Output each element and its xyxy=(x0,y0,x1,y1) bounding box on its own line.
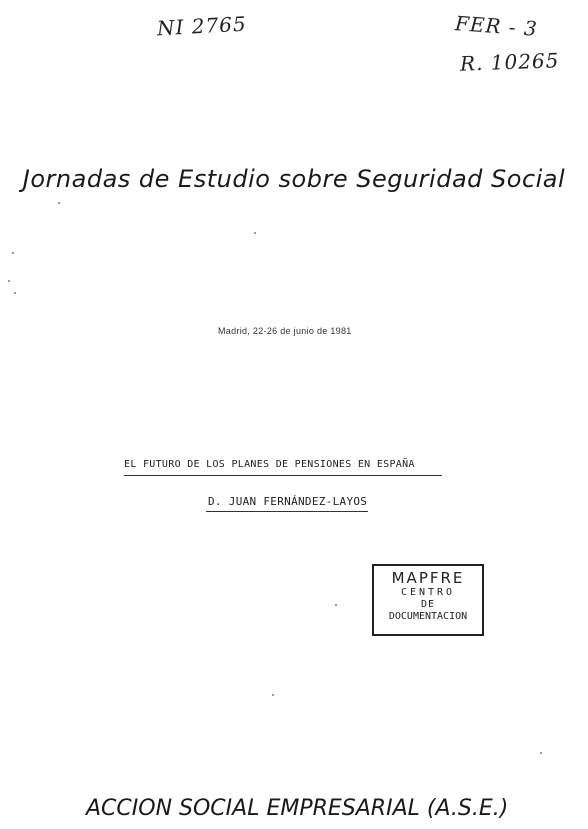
scan-speck xyxy=(58,202,60,204)
document-title: Jornadas de Estudio sobre Seguridad Social xyxy=(22,165,566,193)
lecture-title-underline xyxy=(124,475,442,476)
publisher-footer: ACCION SOCIAL EMPRESARIAL (A.S.E.) xyxy=(86,796,509,821)
event-date-location: Madrid, 22-26 de junio de 1981 xyxy=(218,326,352,336)
stamp-line-de: DE xyxy=(420,599,436,610)
stamp-line-documentacion: DOCUMENTACION xyxy=(388,611,468,622)
handwritten-reference-number: NI 2765 xyxy=(156,11,248,41)
lecture-author: D. JUAN FERNÁNDEZ-LAYOS xyxy=(208,495,368,508)
stamp-line-centro: CENTRO xyxy=(400,587,456,598)
scan-speck xyxy=(335,604,337,606)
handwritten-registry-number: R. 10265 xyxy=(459,48,560,76)
scan-speck xyxy=(540,752,542,754)
scan-speck xyxy=(272,694,274,696)
scan-speck xyxy=(14,292,16,294)
handwritten-shelf-code: FER - 3 xyxy=(454,11,539,41)
author-underline xyxy=(206,511,368,512)
library-stamp xyxy=(372,564,484,636)
scan-speck xyxy=(254,232,256,234)
scan-speck xyxy=(12,252,14,254)
stamp-line-brand: MAPFRE xyxy=(391,569,465,587)
lecture-title: EL FUTURO DE LOS PLANES DE PENSIONES EN ESPAÑA xyxy=(124,459,415,470)
scan-speck xyxy=(8,280,10,282)
